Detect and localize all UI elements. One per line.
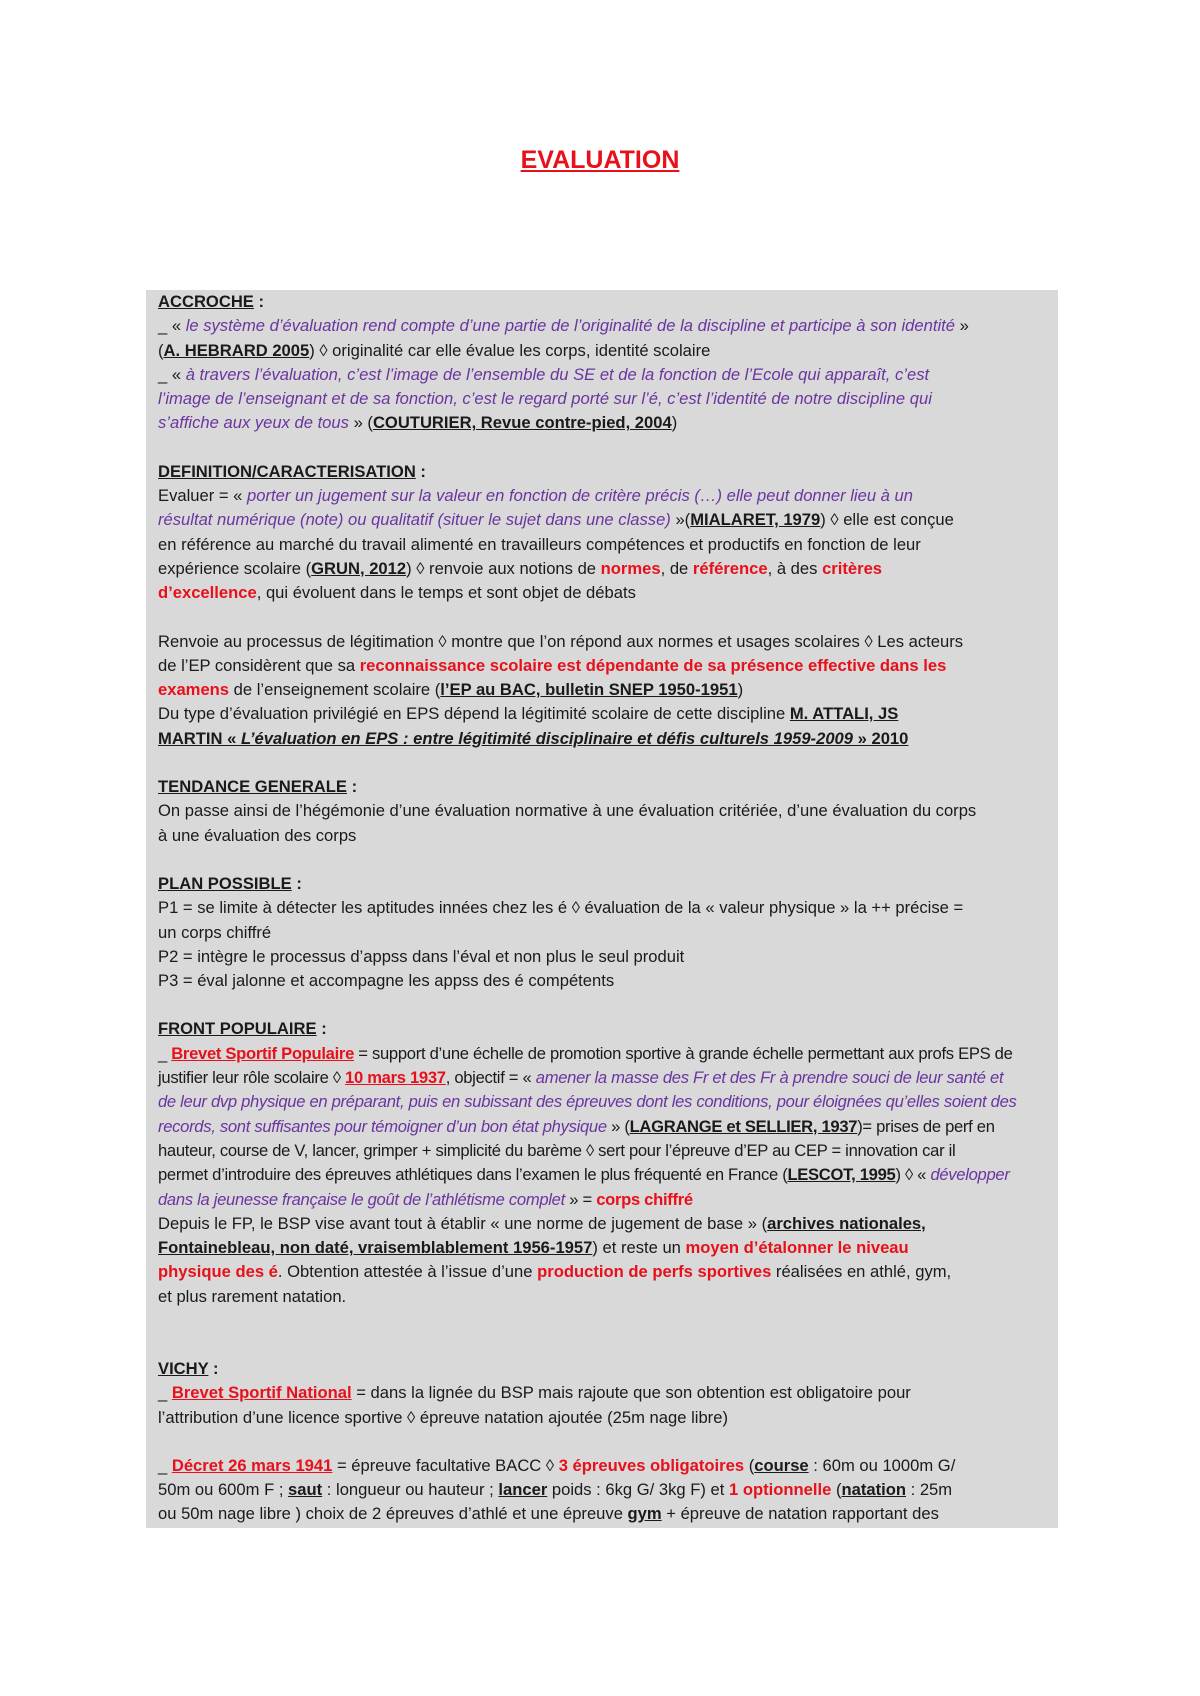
definition-heading: DEFINITION/CARACTERISATION : <box>158 461 426 481</box>
accroche-line: _ « le système d’évaluation rend compte d’une partie de l’originalité de la discipline et participe à son identité » <box>158 316 969 336</box>
accroche-heading: ACCROCHE : <box>158 292 265 311</box>
front-line: Fontainebleau, non daté, vraisemblablement 1956-1957) et reste un moyen d’étalonner le niveau <box>158 1238 909 1258</box>
front-line: dans la jeunesse française le goût de l’athlétisme complet » = corps chiffré <box>158 1189 693 1209</box>
tendance-line: On passe ainsi de l’hégémonie d’une évaluation normative à une évaluation critériée, d’une évaluation du corps <box>158 801 977 821</box>
accroche-line: _ « à travers l’évaluation, c’est l’image de l’ensemble du SE et de la fonction de l’Ecole qui apparaît, c’est <box>158 364 930 384</box>
page-title: EVALUATION <box>520 146 680 174</box>
vichy-line: l’attribution d’une licence sportive ◊ épreuve natation ajoutée (25m nage libre) <box>158 1407 728 1427</box>
definition-line: Evaluer = « porter un jugement sur la valeur en fonction de critère précis (…) elle peut donner lieu à un <box>158 486 913 506</box>
definition-line: Du type d’évaluation privilégié en EPS dépend la légitimité scolaire de cette discipline M. ATTALI, JS <box>158 704 899 724</box>
vichy-line: _ Brevet Sportif National = dans la lignée du BSP mais rajoute que son obtention est obligatoire pour <box>158 1383 911 1403</box>
accroche-line: s’affiche aux yeux de tous » (COUTURIER, Revue contre-pied, 2004) <box>158 413 678 433</box>
front-line: de leur dvp physique en préparant, puis en subissant des épreuves dont les conditions, pour éloignées qu’elles soient des <box>158 1092 1017 1112</box>
plan-line: P3 = éval jalonne et accompagne les appss des é compétents <box>158 971 615 991</box>
plan-line: P1 = se limite à détecter les aptitudes innées chez les é ◊ évaluation de la « valeur physique » la ++ précise = <box>158 898 964 918</box>
vichy-line: ou 50m nage libre ) choix de 2 épreuves d’athlé et une épreuve gym + épreuve de natation rapportant des <box>158 1504 939 1524</box>
front-line: physique des é. Obtention attestée à l’issue d’une production de perfs sportives réalisées en athlé, gym, <box>158 1262 952 1282</box>
plan-heading: PLAN POSSIBLE : <box>158 873 302 893</box>
accroche-line: (A. HEBRARD 2005) ◊ originalité car elle évalue les corps, identité scolaire <box>158 340 711 360</box>
definition-line: d’excellence, qui évoluent dans le temps et sont objet de débats <box>158 583 636 603</box>
plan-line: un corps chiffré <box>158 922 272 942</box>
definition-line: examens de l’enseignement scolaire (l’EP au BAC, bulletin SNEP 1950-1951) <box>158 680 744 700</box>
definition-line: de l’EP considèrent que sa reconnaissance scolaire est dépendante de sa présence effective dans les <box>158 655 947 675</box>
definition-line: expérience scolaire (GRUN, 2012) ◊ renvoie aux notions de normes, de référence, à des critères <box>158 558 883 578</box>
vichy-line: 50m ou 600m F ; saut : longueur ou hauteur ; lancer poids : 6kg G/ 3kg F) et 1 optionnelle (natation : 25m <box>158 1480 953 1500</box>
plan-line: P2 = intègre le processus d’appss dans l’éval et non plus le seul produit <box>158 946 685 966</box>
front-line: et plus rarement natation. <box>158 1286 347 1306</box>
front-line: justifier leur rôle scolaire ◊ 10 mars 1937, objectif = « amener la masse des Fr et des Fr à prendre souci de leur santé et <box>158 1068 1004 1088</box>
definition-line: en référence au marché du travail alimenté en travailleurs compétences et productifs en fonction de leur <box>158 534 921 554</box>
tendance-line: à une évaluation des corps <box>158 825 357 845</box>
vichy-line: _ Décret 26 mars 1941 = épreuve facultative BACC ◊ 3 épreuves obligatoires (course : 60m ou 1000m G/ <box>158 1455 956 1475</box>
tendance-heading: TENDANCE GENERALE : <box>158 777 358 797</box>
front-line: _ Brevet Sportif Populaire = support d’une échelle de promotion sportive à grande échelle permettant aux profs EPS de <box>158 1043 1013 1063</box>
definition-line: Renvoie au processus de légitimation ◊ montre que l’on répond aux normes et usages scolaires ◊ Les acteurs <box>158 631 964 651</box>
front-line: hauteur, course de V, lancer, grimper + simplicité du barème ◊ sert pour l’épreuve d’EP au CEP = innovation car il <box>158 1140 956 1160</box>
definition-line: MARTIN « L’évaluation en EPS : entre légitimité disciplinaire et défis culturels 1959-2009 » 2010 <box>158 728 909 748</box>
front-line: records, sont suffisantes pour témoigner d’un bon état physique » (LAGRANGE et SELLIER, 1937)= prises de perf en <box>158 1116 995 1136</box>
accroche-line: l’image de l’enseignant et de sa fonction, c’est le regard porté sur l’é, c’est l’identité de notre discipline qui <box>158 389 932 409</box>
front-line: Depuis le FP, le BSP vise avant tout à établir « une norme de jugement de base » (archives nationales, <box>158 1213 926 1233</box>
front-line: permet d’introduire des épreuves athlétiques dans l’examen le plus fréquenté en France (LESCOT, 1995) ◊ « développer <box>158 1165 1010 1185</box>
front-heading: FRONT POPULAIRE : <box>158 1019 327 1039</box>
vichy-heading: VICHY : <box>158 1358 219 1378</box>
content-panel <box>146 290 1058 1528</box>
definition-line: résultat numérique (note) ou qualitatif (situer le sujet dans une classe) »(MIALARET, 1979) ◊ elle est conçue <box>158 510 954 530</box>
